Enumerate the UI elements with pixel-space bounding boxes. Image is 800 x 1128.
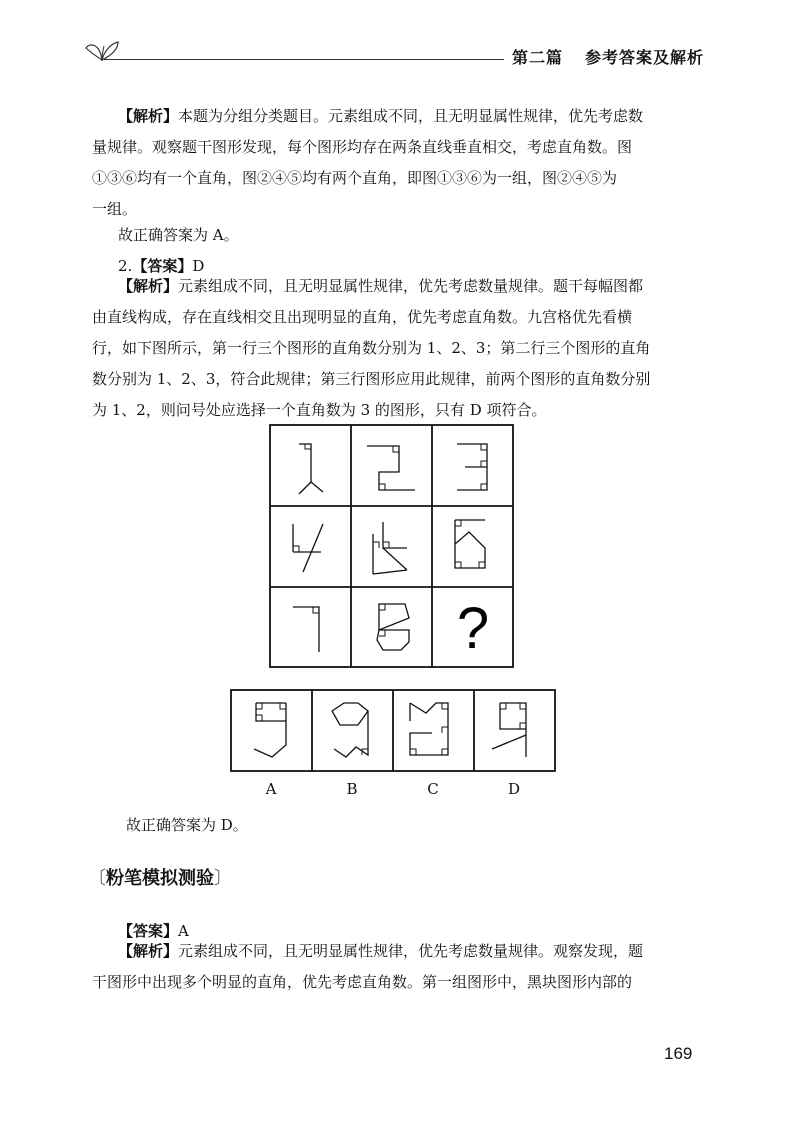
- question-mark: ?: [456, 596, 490, 661]
- option-d-figure: [492, 703, 526, 757]
- figure-cell-1: [299, 444, 323, 494]
- option-label-a: A: [265, 780, 277, 798]
- option-c-figure: [410, 703, 448, 755]
- option-label-b: B: [346, 780, 358, 798]
- intro-line: 量规律。观察题干图形发现，每个图形均存在两条直线垂直相交，考虑直角数。图: [92, 138, 633, 156]
- mock-analysis-line: 干图形中出现多个明显的直角，优先考虑直角数。第一组图形中，黑块图形内部的: [92, 973, 633, 991]
- figure-cell-2: [367, 446, 415, 490]
- page-header: [512, 45, 704, 68]
- intro-analysis: [92, 101, 700, 225]
- option-a-figure: [254, 703, 286, 757]
- puzzle-grid: [269, 424, 514, 668]
- option-b-figure: [332, 703, 368, 757]
- mock-answer: 【答案】A: [118, 922, 189, 940]
- section-title: 粉笔模拟测验: [106, 868, 214, 889]
- q2-answer: 2.【答案】D: [118, 257, 205, 275]
- analysis-tag: 【解析】: [118, 107, 179, 125]
- mock-analysis-line: 【解析】元素组成不同，且无明显属性规律，优先考虑数量规律。观察发现，题: [118, 942, 644, 960]
- q2-analysis-line: 行，如下图所示，第一行三个图形的直角数分别为 1、2、3；第二行三个图形的直角: [92, 339, 651, 357]
- options-figure: [230, 689, 556, 772]
- leaf-icon: [82, 30, 122, 70]
- figure-cell-6: [455, 520, 485, 568]
- intro-line: 一组。: [92, 200, 138, 218]
- mock-analysis: [92, 936, 700, 998]
- figure-cell-7: [293, 607, 319, 652]
- figure-cell-3: [457, 444, 487, 490]
- q2-analysis: [92, 271, 700, 426]
- intro-line: ①③⑥均有一个直角，图②④⑤均有两个直角，即图①③⑥为一组，图②④⑤为: [92, 169, 618, 187]
- page-number: 169: [664, 1044, 693, 1063]
- figure-cell-5: [373, 522, 407, 574]
- header-part: 第二篇: [512, 48, 564, 67]
- figure-cell-8: [377, 604, 409, 650]
- header-title: 参考答案及解析: [585, 48, 705, 67]
- intro-line: 【解析】本题为分组分类题目。元素组成不同，且无明显属性规律，优先考虑数: [118, 107, 644, 125]
- q2-analysis-line: 数分别为 1、2、3，符合此规律；第三行图形应用此规律，前两个图形的直角数分别: [92, 370, 651, 388]
- option-label-d: D: [507, 780, 521, 798]
- q2-conclusion: 故正确答案为 D。: [126, 816, 248, 834]
- q2-analysis-line: 【解析】元素组成不同，且无明显属性规律，优先考虑数量规律。题干每幅图都: [118, 277, 644, 295]
- q2-analysis-line: 由直线构成，存在直线相交且出现明显的直角，优先考虑直角数。九宫格优先看横: [92, 308, 633, 326]
- intro-conclusion: 故正确答案为 A。: [118, 226, 239, 244]
- section-heading: 〔粉笔模拟测验〕: [88, 868, 232, 889]
- header-rule: [104, 59, 504, 60]
- option-label-c: C: [427, 780, 439, 798]
- q2-analysis-line: 为 1、2，则问号处应选择一个直角数为 3 的图形，只有 D 项符合。: [92, 401, 547, 419]
- figure-cell-4: [293, 524, 323, 572]
